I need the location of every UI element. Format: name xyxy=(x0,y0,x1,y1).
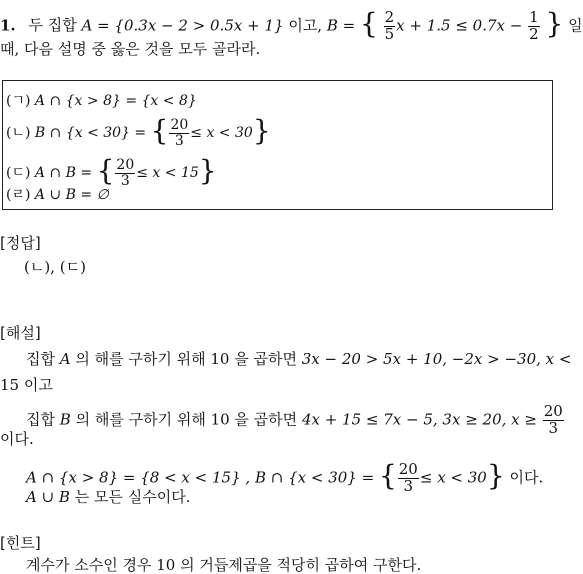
problem-line-2: 때, 다음 설명 중 옳은 것을 모두 골라라. xyxy=(0,40,261,58)
brace-open: { xyxy=(360,7,378,41)
option-c-expr: A ∩ B = xyxy=(34,165,93,182)
option-b xyxy=(6,114,271,149)
option-d-expr: A ∪ B = ∅ xyxy=(34,187,109,203)
sol-l5-c: ≤ x < 30 xyxy=(419,468,487,487)
set-b-frac2-den: 2 xyxy=(529,24,539,43)
sol-l1-a: 집합 xyxy=(26,350,55,368)
brace-open: { xyxy=(378,459,397,493)
option-a-expr: A ∩ {x > 8} = {x < 8} xyxy=(34,93,197,109)
sol-l3-frac-den: 3 xyxy=(548,418,559,437)
sol-l1-d: 3x − 20 > 5x + 10, −2x > −30, x < xyxy=(301,350,572,368)
sol-l3-c: 의 해를 구하기 위해 10 을 곱하면 xyxy=(75,410,298,429)
option-b-fraction xyxy=(169,118,189,148)
stem-text-1: 두 집합 xyxy=(28,16,77,35)
option-b-expr: B ∩ {x < 30} = xyxy=(34,125,147,142)
option-c-label: (ㄷ) xyxy=(6,165,31,182)
option-c-fraction xyxy=(115,158,135,188)
set-b-middle: x + 1.5 ≤ 0.7x − xyxy=(396,16,523,35)
solution-line-3 xyxy=(26,404,565,437)
answer-heading: [정답] xyxy=(0,234,41,252)
set-b-fraction-2 xyxy=(528,10,540,43)
sol-l5-a: A ∩ {x > 8} = {8 < x < 15} , xyxy=(26,468,251,487)
sol-l6-b: 는 모든 실수이다. xyxy=(74,488,191,506)
option-d-label: (ㄹ) xyxy=(6,187,31,203)
brace-close: } xyxy=(252,114,271,148)
brace-close: } xyxy=(198,154,217,188)
sol-l3-a: 집합 xyxy=(26,410,55,429)
sol-l5-fraction xyxy=(398,462,419,495)
option-b-label: (ㄴ) xyxy=(6,125,31,142)
stem-text-3: 일 xyxy=(568,16,583,35)
brace-close: } xyxy=(545,7,564,41)
hint-heading: [힌트] xyxy=(0,534,41,552)
option-b-frac-den: 3 xyxy=(174,132,184,149)
sol-l3-frac-num: 20 xyxy=(543,402,563,420)
solution-line-1 xyxy=(26,350,571,368)
set-b-fraction-1 xyxy=(384,10,396,43)
option-b-tail: ≤ x < 30 xyxy=(190,125,253,142)
solution-heading: [해설] xyxy=(0,324,41,342)
solution-line-6 xyxy=(26,488,191,506)
sol-l3-d: 4x + 15 ≤ 7x − 5, 3x ≥ 20, x ≥ xyxy=(301,410,537,429)
sol-l1-c: 의 해를 구하기 위해 10 을 곱하면 xyxy=(75,350,297,368)
option-c-tail: ≤ x < 15 xyxy=(136,165,199,182)
stem-text-2: 이고, xyxy=(288,16,323,35)
answer-value: (ㄴ), (ㄷ) xyxy=(24,258,86,276)
option-c-frac-num: 20 xyxy=(116,157,135,173)
option-a xyxy=(6,92,197,110)
solution-line-4: 이다. xyxy=(0,430,34,448)
sol-l3-b: B xyxy=(59,410,71,429)
option-a-label: (ㄱ) xyxy=(6,93,31,109)
set-b-frac1-num: 2 xyxy=(384,8,395,26)
sol-l5-frac-num: 20 xyxy=(398,460,418,478)
brace-close: } xyxy=(486,459,505,493)
problem-line-1 xyxy=(0,7,583,43)
problem-number: 1. xyxy=(0,16,16,35)
option-c xyxy=(6,154,217,189)
sol-l3-fraction xyxy=(543,404,564,437)
sol-l6-a: A ∪ B xyxy=(26,488,70,506)
sol-l5-d: 이다. xyxy=(509,468,544,487)
sol-l1-b: A xyxy=(59,350,71,368)
hint-text: 계수가 소수인 경우 10 의 거듭제곱을 적당히 곱하여 구한다. xyxy=(26,556,422,574)
option-c-frac-den: 3 xyxy=(120,172,130,189)
solution-line-2: 15 이고 xyxy=(0,376,53,394)
sol-l5-frac-den: 3 xyxy=(403,476,414,495)
set-b-frac1-den: 5 xyxy=(384,24,395,43)
brace-open: { xyxy=(150,114,169,148)
sol-l5-b: B ∩ {x < 30} = xyxy=(254,468,375,487)
option-b-frac-num: 20 xyxy=(170,117,189,133)
brace-open: { xyxy=(96,154,115,188)
set-a-definition: A = {0.3x − 2 > 0.5x + 1} xyxy=(81,16,284,35)
set-b-lhs: B = xyxy=(326,16,356,35)
set-b-frac2-num: 1 xyxy=(529,8,539,26)
option-d xyxy=(6,186,109,204)
